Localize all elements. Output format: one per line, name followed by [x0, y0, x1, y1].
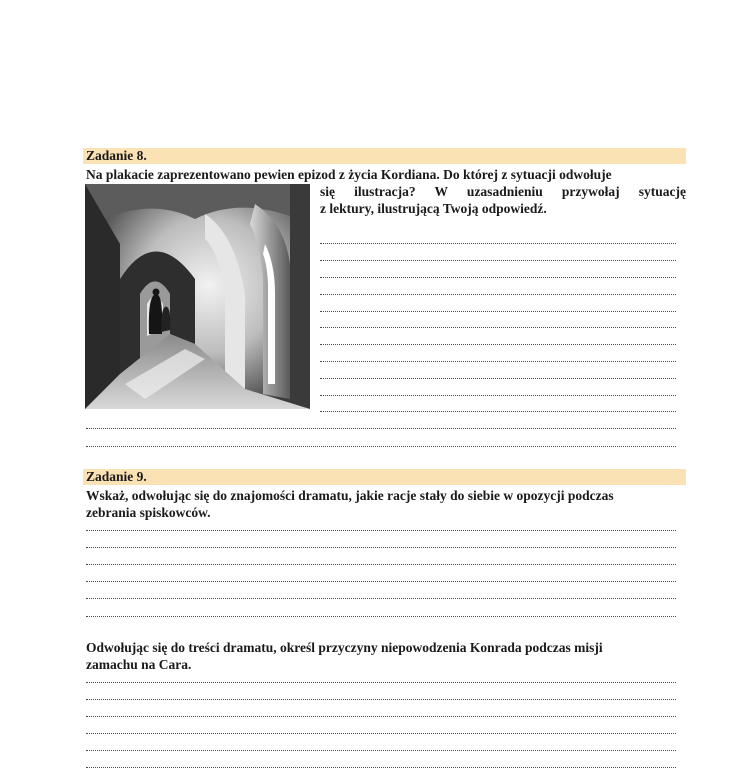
task-8-answer-line[interactable]	[320, 294, 676, 295]
task-8-answer-line[interactable]	[320, 243, 676, 244]
task-10-answer-line[interactable]	[86, 750, 676, 751]
task-8-header	[83, 148, 686, 164]
task-8-answer-line[interactable]	[320, 327, 676, 328]
task-8-answer-line[interactable]	[320, 395, 676, 396]
task-9-question-line-2: zebrania spiskowców.	[86, 505, 211, 520]
arcade-illustration	[85, 184, 310, 409]
task-9-header	[83, 469, 686, 485]
task-9-question-line-1: Wskaż, odwołując się do znajomości dramatu, jakie racje stały do siebie w opozycji podczas	[86, 488, 614, 503]
task-8-question-line-1: Na plakacie zaprezentowano pewien epizod z życia Kordiana. Do której z sytuacji odwołuje	[86, 167, 612, 182]
task-10-answer-line[interactable]	[86, 682, 676, 683]
task-10-answer-line[interactable]	[86, 699, 676, 700]
task-9-answer-line[interactable]	[86, 581, 676, 582]
task-10-question-line-2: zamachu na Cara.	[86, 657, 192, 672]
task-8-answer-line[interactable]	[86, 446, 676, 447]
task-9-answer-line[interactable]	[86, 564, 676, 565]
task-9-answer-line[interactable]	[86, 598, 676, 599]
task-8-answer-line[interactable]	[320, 311, 676, 312]
task-9-answer-line[interactable]	[86, 530, 676, 531]
task-8-answer-line[interactable]	[320, 260, 676, 261]
task-8-question-line-2: się ilustracja? W uzasadnieniu przywołaj sytuację	[320, 184, 686, 199]
task-8-answer-line[interactable]	[320, 378, 676, 379]
task-10-answer-line[interactable]	[86, 733, 676, 734]
task-9-title: Zadanie 9.	[86, 469, 147, 484]
task-8-answer-line[interactable]	[86, 428, 676, 429]
task-8-answer-line[interactable]	[320, 344, 676, 345]
task-9-answer-line[interactable]	[86, 616, 676, 617]
task-10-answer-line[interactable]	[86, 716, 676, 717]
task-8-answer-line[interactable]	[320, 277, 676, 278]
cloister-arcade-photo	[85, 184, 310, 409]
task-8-title: Zadanie 8.	[86, 148, 147, 163]
task-10-question-line-1: Odwołując się do treści dramatu, określ przyczyny niepowodzenia Konrada podczas misji	[86, 640, 603, 655]
task-8-question-line-3: z lektury, ilustrującą Twoją odpowiedź.	[320, 201, 547, 216]
task-10-answer-line[interactable]	[86, 767, 676, 768]
task-8-answer-line[interactable]	[320, 411, 676, 412]
task-9-answer-line[interactable]	[86, 547, 676, 548]
task-8-answer-line[interactable]	[320, 361, 676, 362]
